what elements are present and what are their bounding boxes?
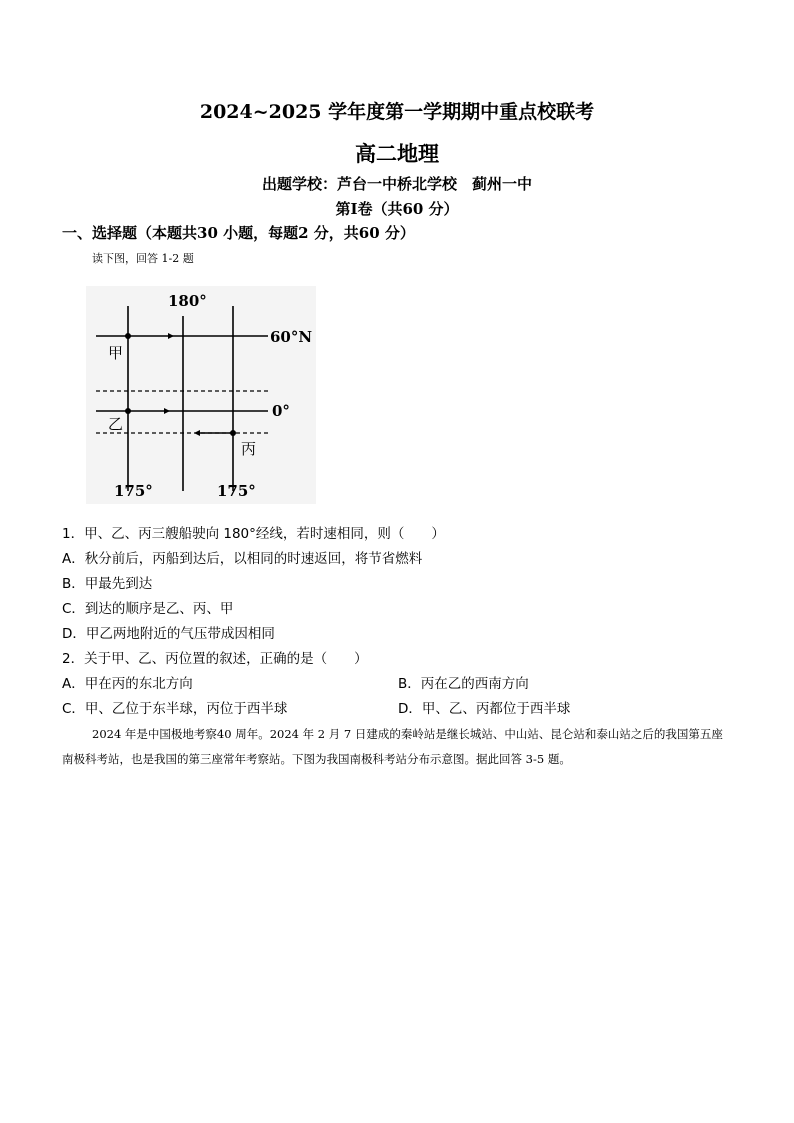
- question-1-option-d: D．甲乙两地附近的气压带成因相同: [62, 626, 275, 642]
- label-180: 180°: [168, 292, 207, 310]
- exam-title: 2024~2025 学年度第一学期期中重点校联考: [199, 101, 595, 123]
- question-2-option-c: C．甲、乙位于东半球，丙位于西半球: [62, 701, 288, 717]
- point-bing: [230, 430, 236, 436]
- question-2-option-a: A．甲在丙的东北方向: [62, 676, 193, 692]
- passage-3-5: 2024 年是中国极地考察40 周年。2024 年 2 月 7 日建成的秦岭站是继长城站、中山站、昆仑站和泰山站之后的我国第五座南极科考站，也是我国的第三座常年考察站。下图为我国南极科考站分布示意图。据此回答 3-5 题。: [62, 727, 723, 766]
- question-1-stem: 1．甲、乙、丙三艘船驶向 180°经线，若时速相同，则（ ）: [62, 526, 445, 542]
- question-2-option-d: D．甲、乙、丙都位于西半球: [398, 701, 571, 717]
- section-heading: 一、选择题（本题共30 小题，每题2 分，共60 分）: [62, 224, 415, 242]
- question-2-option-b: B．丙在乙的西南方向: [398, 676, 529, 692]
- label-bing: 丙: [241, 440, 257, 458]
- question-2-stem: 2．关于甲、乙、丙位置的叙述，正确的是（ ）: [62, 651, 368, 667]
- question-1-option-b: B．甲最先到达: [62, 576, 153, 592]
- setter-schools: 出题学校：芦台一中桥北学校 蓟州一中: [261, 175, 532, 193]
- label-yi: 乙: [108, 415, 124, 433]
- subject-title: 高二地理: [355, 141, 439, 166]
- figure-intro: 读下图，回答 1-2 题: [92, 252, 194, 265]
- label-60n: 60°N: [270, 328, 313, 346]
- label-0: 0°: [272, 402, 290, 420]
- label-jia: 甲: [108, 344, 124, 362]
- label-175-left: 175°: [114, 482, 153, 500]
- label-175-right: 175°: [217, 482, 256, 500]
- question-1-option-a: A．秋分前后，丙船到达后，以相同的时速返回，将节省燃料: [62, 551, 423, 567]
- question-1-option-c: C．到达的顺序是乙、丙、甲: [62, 601, 234, 617]
- point-yi: [125, 408, 131, 414]
- point-jia: [125, 333, 131, 339]
- volume-title: 第Ⅰ卷（共60 分）: [335, 200, 459, 218]
- longitude-latitude-figure: [86, 286, 326, 506]
